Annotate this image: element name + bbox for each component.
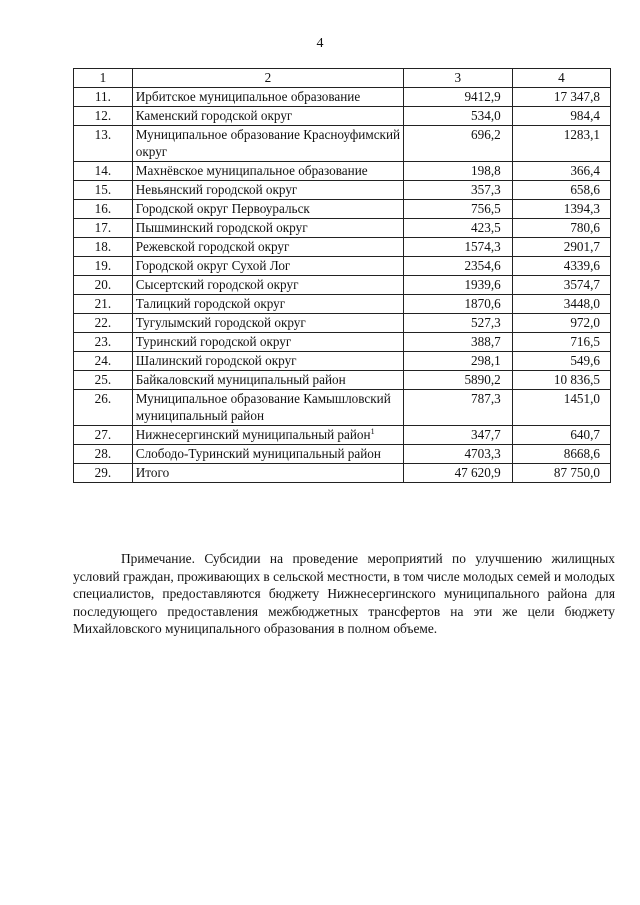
table-row (74, 276, 611, 295)
municipality-name: Муниципальное образование Красноуфимский округ (132, 126, 403, 162)
value-col3: 47 620,9 (403, 464, 512, 483)
municipality-name: Невьянский городской округ (132, 181, 403, 200)
municipality-name: Тугулымский городской округ (132, 314, 403, 333)
header-cell: 1 (74, 69, 133, 88)
value-col3: 2354,6 (403, 257, 512, 276)
table-row (74, 238, 611, 257)
value-col3: 198,8 (403, 162, 512, 181)
municipality-name: Махнёвское муниципальное образование (132, 162, 403, 181)
value-col4: 3574,7 (512, 276, 610, 295)
municipality-name: Режевской городской округ (132, 238, 403, 257)
table-row (74, 295, 611, 314)
municipality-name: Туринский городской округ (132, 333, 403, 352)
footnote-marker: 1 (370, 427, 375, 436)
table-row (74, 126, 611, 162)
row-number: 22. (74, 314, 133, 333)
row-number: 20. (74, 276, 133, 295)
value-col3: 4703,3 (403, 445, 512, 464)
row-number: 23. (74, 333, 133, 352)
row-number: 18. (74, 238, 133, 257)
table-row (74, 464, 611, 483)
value-col4: 658,6 (512, 181, 610, 200)
value-col4: 366,4 (512, 162, 610, 181)
table-row (74, 426, 611, 445)
row-number: 14. (74, 162, 133, 181)
value-col4: 4339,6 (512, 257, 610, 276)
value-col3: 527,3 (403, 314, 512, 333)
value-col3: 756,5 (403, 200, 512, 219)
row-number: 24. (74, 352, 133, 371)
municipality-name: Шалинский городской округ (132, 352, 403, 371)
municipality-name: Ирбитское муниципальное образование (132, 88, 403, 107)
row-number: 17. (74, 219, 133, 238)
table-row (74, 107, 611, 126)
value-col4: 2901,7 (512, 238, 610, 257)
value-col3: 1574,3 (403, 238, 512, 257)
value-col3: 1939,6 (403, 276, 512, 295)
row-number: 27. (74, 426, 133, 445)
table-row (74, 352, 611, 371)
table-row (74, 445, 611, 464)
value-col3: 423,5 (403, 219, 512, 238)
municipality-name: Городской округ Сухой Лог (132, 257, 403, 276)
row-number: 28. (74, 445, 133, 464)
municipality-name: Байкаловский муниципальный район (132, 371, 403, 390)
value-col4: 780,6 (512, 219, 610, 238)
municipality-name: Пышминский городской округ (132, 219, 403, 238)
value-col4: 716,5 (512, 333, 610, 352)
value-col4: 1283,1 (512, 126, 610, 162)
municipality-name: Сысертский городской округ (132, 276, 403, 295)
value-col3: 534,0 (403, 107, 512, 126)
value-col4: 87 750,0 (512, 464, 610, 483)
table-row (74, 162, 611, 181)
municipality-name: Итого (132, 464, 403, 483)
value-col3: 5890,2 (403, 371, 512, 390)
row-number: 16. (74, 200, 133, 219)
row-number: 19. (74, 257, 133, 276)
value-col3: 357,3 (403, 181, 512, 200)
page-number: 4 (316, 36, 324, 51)
municipality-name: Слободо-Туринский муниципальный район (132, 445, 403, 464)
table-row (74, 390, 611, 426)
municipality-name: Муниципальное образование Камышловский муниципальный район (132, 390, 403, 426)
municipality-name: Каменский городской округ (132, 107, 403, 126)
row-number: 29. (74, 464, 133, 483)
table-header-row (74, 69, 611, 88)
value-col4: 549,6 (512, 352, 610, 371)
value-col4: 1451,0 (512, 390, 610, 426)
value-col4: 8668,6 (512, 445, 610, 464)
row-number: 21. (74, 295, 133, 314)
municipality-name: Нижнесергинский муниципальный район$^1$ (132, 426, 403, 445)
row-number: 25. (74, 371, 133, 390)
table-row (74, 200, 611, 219)
value-col4: 10 836,5 (512, 371, 610, 390)
value-col3: 1870,6 (403, 295, 512, 314)
table-row (74, 314, 611, 333)
subsidy-table (73, 68, 611, 483)
value-col4: 17 347,8 (512, 88, 610, 107)
header-cell: 4 (512, 69, 610, 88)
table-row (74, 333, 611, 352)
value-col3: 696,2 (403, 126, 512, 162)
value-col4: 3448,0 (512, 295, 610, 314)
value-col3: 787,3 (403, 390, 512, 426)
row-number: 12. (74, 107, 133, 126)
table-row (74, 181, 611, 200)
table-row (74, 257, 611, 276)
row-number: 26. (74, 390, 133, 426)
row-number: 13. (74, 126, 133, 162)
value-col4: 972,0 (512, 314, 610, 333)
municipality-name: Городской округ Первоуральск (132, 200, 403, 219)
value-col3: 347,7 (403, 426, 512, 445)
table-row (74, 371, 611, 390)
row-number: 15. (74, 181, 133, 200)
header-cell: 2 (132, 69, 403, 88)
value-col3: 298,1 (403, 352, 512, 371)
value-col4: 1394,3 (512, 200, 610, 219)
value-col3: 388,7 (403, 333, 512, 352)
table-row (74, 88, 611, 107)
value-col4: 640,7 (512, 426, 610, 445)
value-col3: 9412,9 (403, 88, 512, 107)
header-cell: 3 (403, 69, 512, 88)
table-row (74, 219, 611, 238)
row-number: 11. (74, 88, 133, 107)
value-col4: 984,4 (512, 107, 610, 126)
footnote-remark: Примечание. Субсидии на проведение мероприятий по улучшению жилищных условий граждан, проживающих в сельской местности, в том числе молодых семей и молодых специалистов, предоставляются бюджету Нижнесергинского муниципального района для последующего предоставления межбюджетных трансфертов на эти же цели бюджету Михайловского муниципального образования в полном объеме. (73, 551, 615, 636)
municipality-name: Талицкий городской округ (132, 295, 403, 314)
